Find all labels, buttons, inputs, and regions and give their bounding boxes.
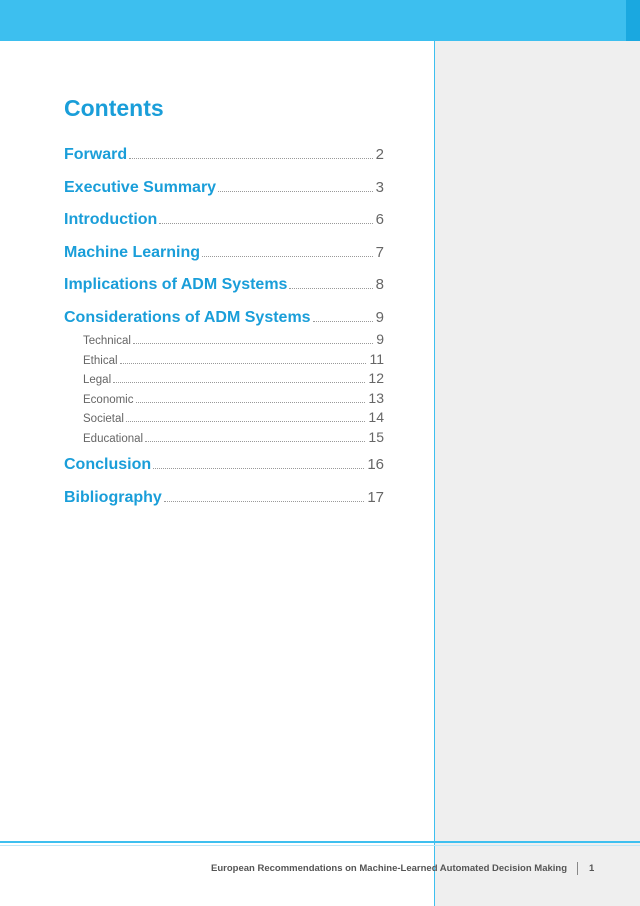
toc-entry-page: 17	[367, 488, 384, 506]
toc-subentry-label: Technical	[83, 335, 131, 347]
toc-entry-introduction[interactable]	[64, 211, 384, 244]
footer-page-number: 1	[589, 863, 595, 874]
toc-entry-label: Considerations of ADM Systems	[64, 308, 311, 326]
toc-entry-label: Bibliography	[64, 488, 162, 506]
toc-entry-forward[interactable]	[64, 146, 384, 179]
toc-entry-label: Executive Summary	[64, 178, 217, 196]
toc-subentry-economic[interactable]	[64, 390, 384, 410]
toc-subentry-ethical[interactable]	[64, 351, 384, 371]
toc-subentry-page: 14	[368, 409, 384, 425]
dot-leader	[313, 321, 373, 322]
toc-entry-machine-learning[interactable]	[64, 244, 384, 277]
toc-entry-page: 8	[375, 276, 384, 293]
toc-subentry-technical[interactable]	[64, 331, 384, 351]
toc-subentry-label: Economic	[83, 393, 134, 406]
dot-leader	[133, 343, 373, 344]
toc-subentry-page: 12	[368, 370, 384, 386]
dot-leader	[153, 468, 364, 469]
toc-entry-page: 6	[375, 211, 384, 228]
toc-subentry-page: 15	[368, 428, 384, 445]
header-bar	[0, 0, 640, 41]
toc-entry-label: Introduction	[64, 211, 158, 228]
toc-entry-page: 3	[375, 178, 384, 196]
dot-leader	[159, 223, 372, 224]
toc-entry-bibliography[interactable]	[64, 489, 384, 522]
dot-leader	[129, 158, 373, 159]
footer-rule	[0, 841, 640, 843]
dot-leader	[113, 382, 365, 383]
header-bar-edge	[626, 0, 640, 41]
dot-leader	[202, 256, 373, 257]
toc-entry-label: Machine Learning	[64, 243, 201, 261]
toc-subentry-legal[interactable]	[64, 370, 384, 390]
toc-entry-page: 2	[375, 146, 384, 163]
toc-entry-implications[interactable]	[64, 276, 384, 309]
toc-entry-label: Conclusion	[64, 456, 152, 473]
dot-leader	[218, 191, 373, 192]
toc-entry-page: 7	[375, 243, 384, 261]
toc-subentry-page: 9	[376, 331, 384, 347]
page-title: Contents	[64, 95, 164, 121]
dot-leader	[145, 441, 365, 442]
side-divider	[434, 41, 435, 906]
toc-subentry-page: 11	[369, 350, 384, 367]
footer-title: European Recommendations on Machine-Learned Automated Decision Making	[211, 863, 567, 874]
toc-entry-page: 16	[367, 456, 384, 473]
toc-subentry-label: Societal	[83, 413, 124, 425]
table-of-contents	[64, 146, 384, 521]
toc-entry-conclusion[interactable]	[64, 456, 384, 489]
dot-leader	[164, 501, 365, 502]
footer-rule-thin	[0, 845, 640, 846]
toc-subentry-label: Educational	[83, 432, 144, 445]
toc-subentry-societal[interactable]	[64, 409, 384, 429]
dot-leader	[126, 421, 366, 422]
toc-entry-label: Implications of ADM Systems	[64, 276, 288, 293]
toc-entry-page: 9	[375, 308, 384, 326]
toc-subentry-label: Legal	[83, 374, 112, 386]
toc-entry-label: Forward	[64, 146, 128, 163]
dot-leader	[289, 288, 372, 289]
toc-subentry-educational[interactable]	[64, 429, 384, 449]
footer-separator	[577, 862, 578, 875]
dot-leader	[120, 363, 367, 364]
toc-subentry-label: Ethical	[83, 354, 118, 367]
toc-subentry-page: 13	[368, 389, 384, 406]
dot-leader	[136, 402, 366, 403]
side-panel	[434, 41, 640, 906]
toc-entry-executive-summary[interactable]	[64, 179, 384, 212]
